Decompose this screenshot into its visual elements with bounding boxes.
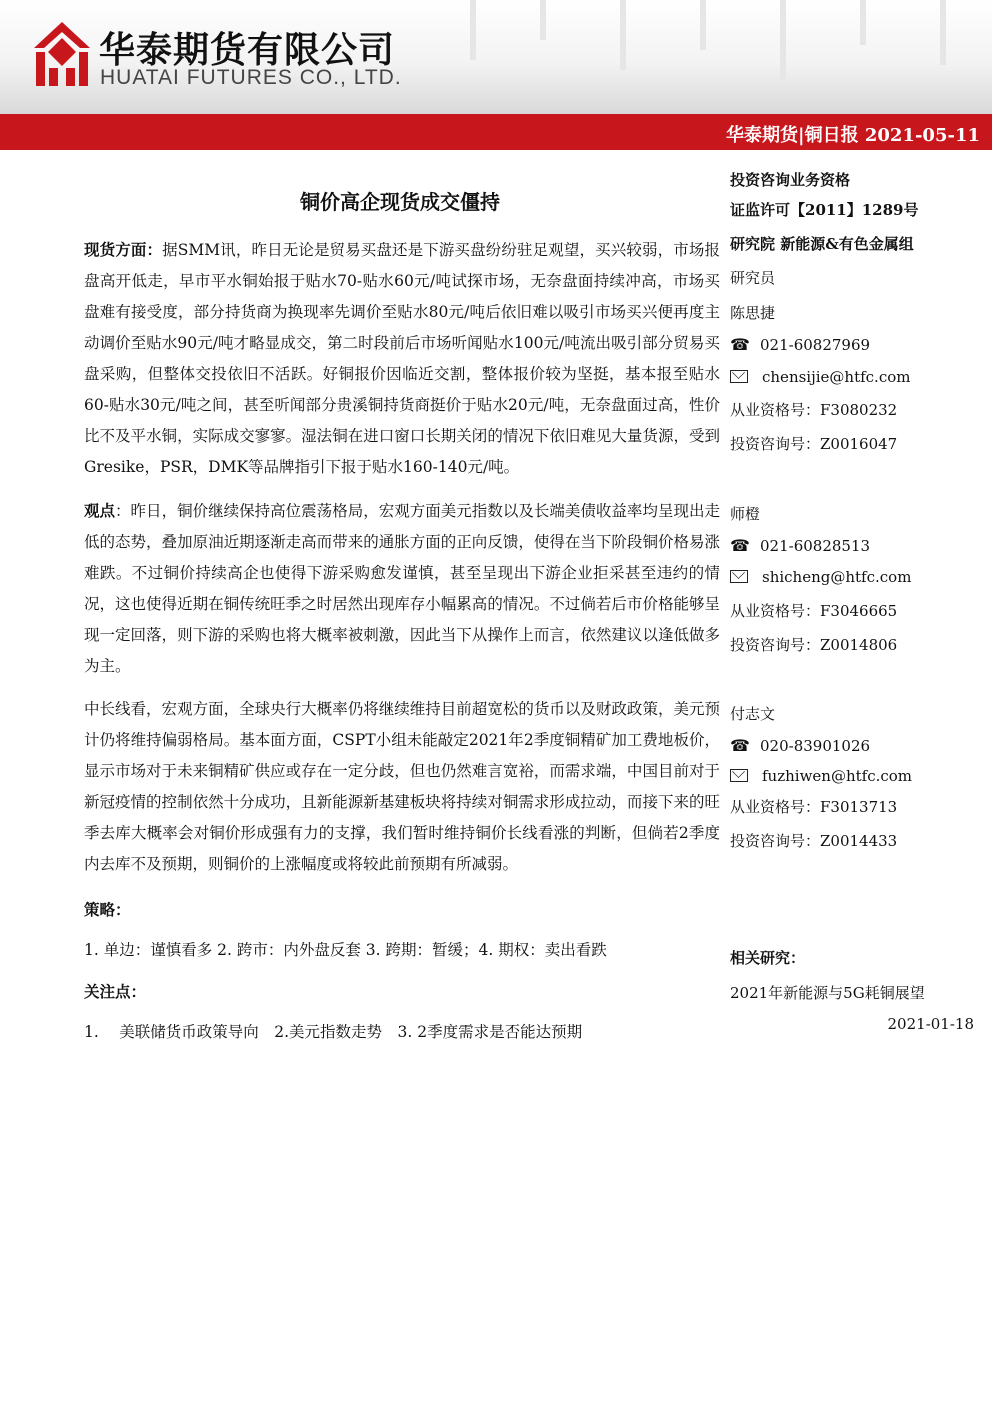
email-link[interactable]: chensijie@htfc.com	[762, 368, 911, 386]
spot-text: 据SMM讯，昨日无论是贸易买盘还是下游买盘纷纷驻足观望，买兴较弱，市场报盘高开低走，早市平水铜始报于贴水70-贴水60元/吨试探市场，无奈盘面持续冲高，市场买盘难有接受度，部分持货商为换现率先调价至贴水80元/吨后依旧难以吸引市场买兴便再度主动调价至贴水90元/吨才略显成交，第二时段前后市场听闻贴水100元/吨流出吸引部分贸易买盘采购，但整体交投依旧不活跃。好铜报价因临近交割，整体报价较为坚挺，基本报至贴水60-贴水30元/吨之间，甚至听闻部分贵溪铜持货商挺价于贴水20元/吨，无奈盘面过高，性价比不及平水铜，实际成交寥寥。湿法铜在进口窗口长期关闭的情况下依旧难见大量货源，受到Gresike，PSR，DMK等品牌指引下报于贴水160-140元/吨。	[84, 241, 720, 476]
related-research-item[interactable]: 2021年新能源与5G耗铜展望	[730, 984, 925, 1002]
related-research-date: 2021-01-18	[887, 1015, 974, 1033]
strategy-text: 1. 单边：谨慎看多 2. 跨市：内外盘反套 3. 跨期：暂缓；4. 期权：卖出看跌	[84, 941, 607, 959]
phone-icon: ☎	[730, 736, 750, 755]
phone-number: 021-60827969	[760, 336, 871, 354]
report-banner	[0, 114, 992, 150]
phone-number: 020-83901026	[760, 737, 871, 755]
researcher-label: 研究员	[730, 269, 776, 287]
header-decoration	[780, 0, 786, 80]
header-decoration	[700, 0, 706, 50]
spot-paragraph	[84, 234, 720, 483]
phone-row	[730, 536, 870, 556]
header-decoration	[540, 0, 546, 40]
practice-cert: 从业资格号：F3013713	[730, 798, 898, 816]
longterm-paragraph	[84, 694, 720, 880]
consult-cert: 投资咨询号：Z0016047	[730, 435, 898, 453]
institute-name: 研究院 新能源&有色金属组	[730, 235, 914, 253]
company-logo-icon	[34, 22, 90, 86]
phone-number: 021-60828513	[760, 537, 871, 555]
header-decoration	[860, 0, 866, 45]
focus-heading: 关注点：	[84, 982, 147, 1001]
practice-cert: 从业资格号：F3080232	[730, 401, 898, 419]
phone-row	[730, 736, 870, 756]
phone-icon: ☎	[730, 536, 750, 555]
email-icon	[730, 370, 748, 383]
header-decoration	[620, 0, 626, 70]
email-row	[730, 766, 912, 786]
page-header	[0, 0, 992, 114]
email-row	[730, 367, 910, 387]
company-name-en: HUATAI FUTURES CO., LTD.	[100, 66, 402, 89]
license-number: 证监许可【2011】1289号	[730, 201, 919, 219]
longterm-text: 中长线看，宏观方面，全球央行大概率仍将继续维持目前超宽松的货币以及财政政策，美元预计仍将维持偏弱格局。基本面方面，CSPT小组未能敲定2021年2季度铜精矿加工费地板价，显示市场对于未来铜精矿供应或存在一定分歧，但也仍然难言宽裕，而需求端，中国目前对于新冠疫情的控制依然十分成功，且新能源新基建板块将持续对铜需求形成拉动，而接下来的旺季去库大概率会对铜价形成强有力的支撑，我们暂时维持铜价长线看涨的判断，但倘若2季度内去库不及预期，则铜价的上涨幅度或将较此前预期有所减弱。	[84, 700, 720, 873]
researcher-name: 师橙	[730, 505, 761, 523]
view-paragraph	[84, 495, 720, 682]
email-icon	[730, 769, 748, 782]
focus-text: 1. 美联储货币政策导向 2.美元指数走势 3. 2季度需求是否能达预期	[84, 1023, 583, 1041]
header-decoration	[940, 0, 946, 65]
email-row	[730, 567, 911, 587]
report-title: 铜价高企现货成交僵持	[300, 190, 500, 214]
company-name-cn: 华泰期货有限公司	[99, 30, 396, 71]
strategy-heading: 策略：	[84, 900, 131, 919]
report-body	[84, 234, 720, 1048]
consult-cert: 投资咨询号：Z0014806	[730, 636, 898, 654]
researcher-name: 陈思捷	[730, 304, 776, 322]
qualification-title: 投资咨询业务资格	[730, 171, 851, 189]
view-text: ：昨日，铜价继续保持高位震荡格局，宏观方面美元指数以及长端美债收益率均呈现出走低的态势，叠加原油近期逐渐走高而带来的通胀方面的正向反馈，使得在当下阶段铜价格易涨难跌。不过铜价持续高企也使得下游采购愈发谨慎，甚至呈现出下游企业拒采甚至违约的情况，这也使得近期在铜传统旺季之时居然出现库存小幅累高的情况。不过倘若后市价格能够呈现一定回落，则下游的采购也将大概率被刺激，因此当下从操作上而言，依然建议以逢低做多为主。	[84, 502, 720, 675]
email-link[interactable]: fuzhiwen@htfc.com	[762, 767, 913, 785]
email-link[interactable]: shicheng@htfc.com	[762, 568, 912, 586]
email-icon	[730, 570, 748, 583]
view-label: 观点	[84, 501, 116, 520]
phone-row	[730, 335, 870, 355]
practice-cert: 从业资格号：F3046665	[730, 602, 898, 620]
related-research-title: 相关研究：	[730, 949, 806, 967]
phone-icon: ☎	[730, 335, 750, 354]
report-tag: 华泰期货|铜日报 2021-05-11	[726, 125, 980, 146]
spot-label: 现货方面：	[84, 240, 163, 259]
header-decoration	[470, 0, 476, 60]
researcher-name: 付志文	[730, 705, 776, 723]
consult-cert: 投资咨询号：Z0014433	[730, 832, 898, 850]
